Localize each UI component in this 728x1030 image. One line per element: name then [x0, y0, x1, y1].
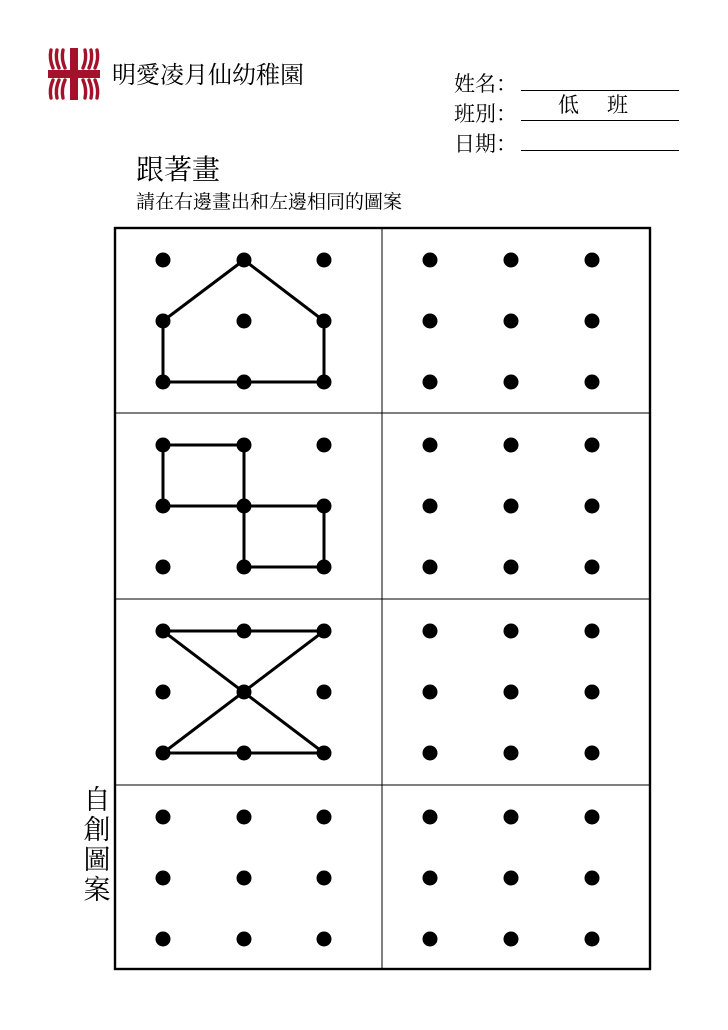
answer-dot — [423, 932, 438, 947]
answer-dot — [423, 253, 438, 268]
name-label: 姓名： — [454, 72, 517, 96]
example-dot — [156, 932, 171, 947]
answer-dot — [423, 499, 438, 514]
example-dot — [237, 560, 252, 575]
answer-dot — [504, 375, 519, 390]
answer-dot — [504, 314, 519, 329]
answer-dot — [585, 810, 600, 825]
answer-dot — [423, 810, 438, 825]
answer-dot — [504, 560, 519, 575]
example-dot — [237, 810, 252, 825]
example-dot — [156, 314, 171, 329]
example-dot — [317, 560, 332, 575]
example-dot — [156, 375, 171, 390]
answer-dot — [423, 624, 438, 639]
answer-dot — [504, 932, 519, 947]
answer-dot — [504, 810, 519, 825]
answer-dot — [585, 375, 600, 390]
example-dot — [237, 375, 252, 390]
example-dot — [317, 624, 332, 639]
example-dot — [156, 871, 171, 886]
class-label: 班別： — [454, 102, 517, 126]
example-dot — [317, 746, 332, 761]
answer-dot — [423, 314, 438, 329]
example-dot — [317, 499, 332, 514]
example-dot — [237, 685, 252, 700]
answer-dot — [504, 685, 519, 700]
answer-dot — [585, 624, 600, 639]
answer-dot — [585, 746, 600, 761]
example-dot — [317, 871, 332, 886]
example-dot — [237, 624, 252, 639]
worksheet-title: 跟著畫 — [136, 153, 221, 186]
example-dot — [237, 932, 252, 947]
answer-dot — [504, 871, 519, 886]
own-design-label: 自創圖案 — [83, 785, 111, 906]
pattern-line — [163, 260, 244, 321]
answer-dot — [585, 438, 600, 453]
answer-dot — [585, 932, 600, 947]
date-label: 日期： — [454, 132, 517, 156]
example-dot — [317, 375, 332, 390]
answer-dot — [585, 685, 600, 700]
example-dot — [156, 438, 171, 453]
example-dot — [317, 685, 332, 700]
answer-dot — [504, 253, 519, 268]
example-dot — [156, 499, 171, 514]
example-dot — [156, 624, 171, 639]
example-dot — [237, 499, 252, 514]
answer-dot — [423, 871, 438, 886]
answer-dot — [585, 253, 600, 268]
answer-dot — [423, 560, 438, 575]
instruction-text: 請在右邊畫出和左邊相同的圖案 — [136, 191, 403, 213]
answer-dot — [504, 438, 519, 453]
example-dot — [317, 253, 332, 268]
pattern-line — [244, 260, 324, 321]
answer-dot — [585, 871, 600, 886]
answer-dot — [504, 746, 519, 761]
example-dot — [156, 685, 171, 700]
answer-dot — [585, 560, 600, 575]
answer-dot — [423, 375, 438, 390]
answer-dot — [504, 624, 519, 639]
example-dot — [317, 314, 332, 329]
example-dot — [156, 253, 171, 268]
example-dot — [317, 932, 332, 947]
answer-dot — [585, 314, 600, 329]
example-dot — [237, 314, 252, 329]
answer-dot — [585, 499, 600, 514]
example-dot — [317, 810, 332, 825]
example-dot — [237, 438, 252, 453]
example-dot — [156, 746, 171, 761]
example-dot — [156, 810, 171, 825]
example-dot — [317, 438, 332, 453]
answer-dot — [504, 499, 519, 514]
example-dot — [237, 871, 252, 886]
answer-dot — [423, 438, 438, 453]
example-dot — [237, 746, 252, 761]
example-dot — [237, 253, 252, 268]
answer-dot — [423, 685, 438, 700]
example-dot — [156, 560, 171, 575]
answer-dot — [423, 746, 438, 761]
school-name: 明愛凌月仙幼稚園 — [112, 61, 304, 89]
class-value: 低班 — [558, 93, 656, 117]
